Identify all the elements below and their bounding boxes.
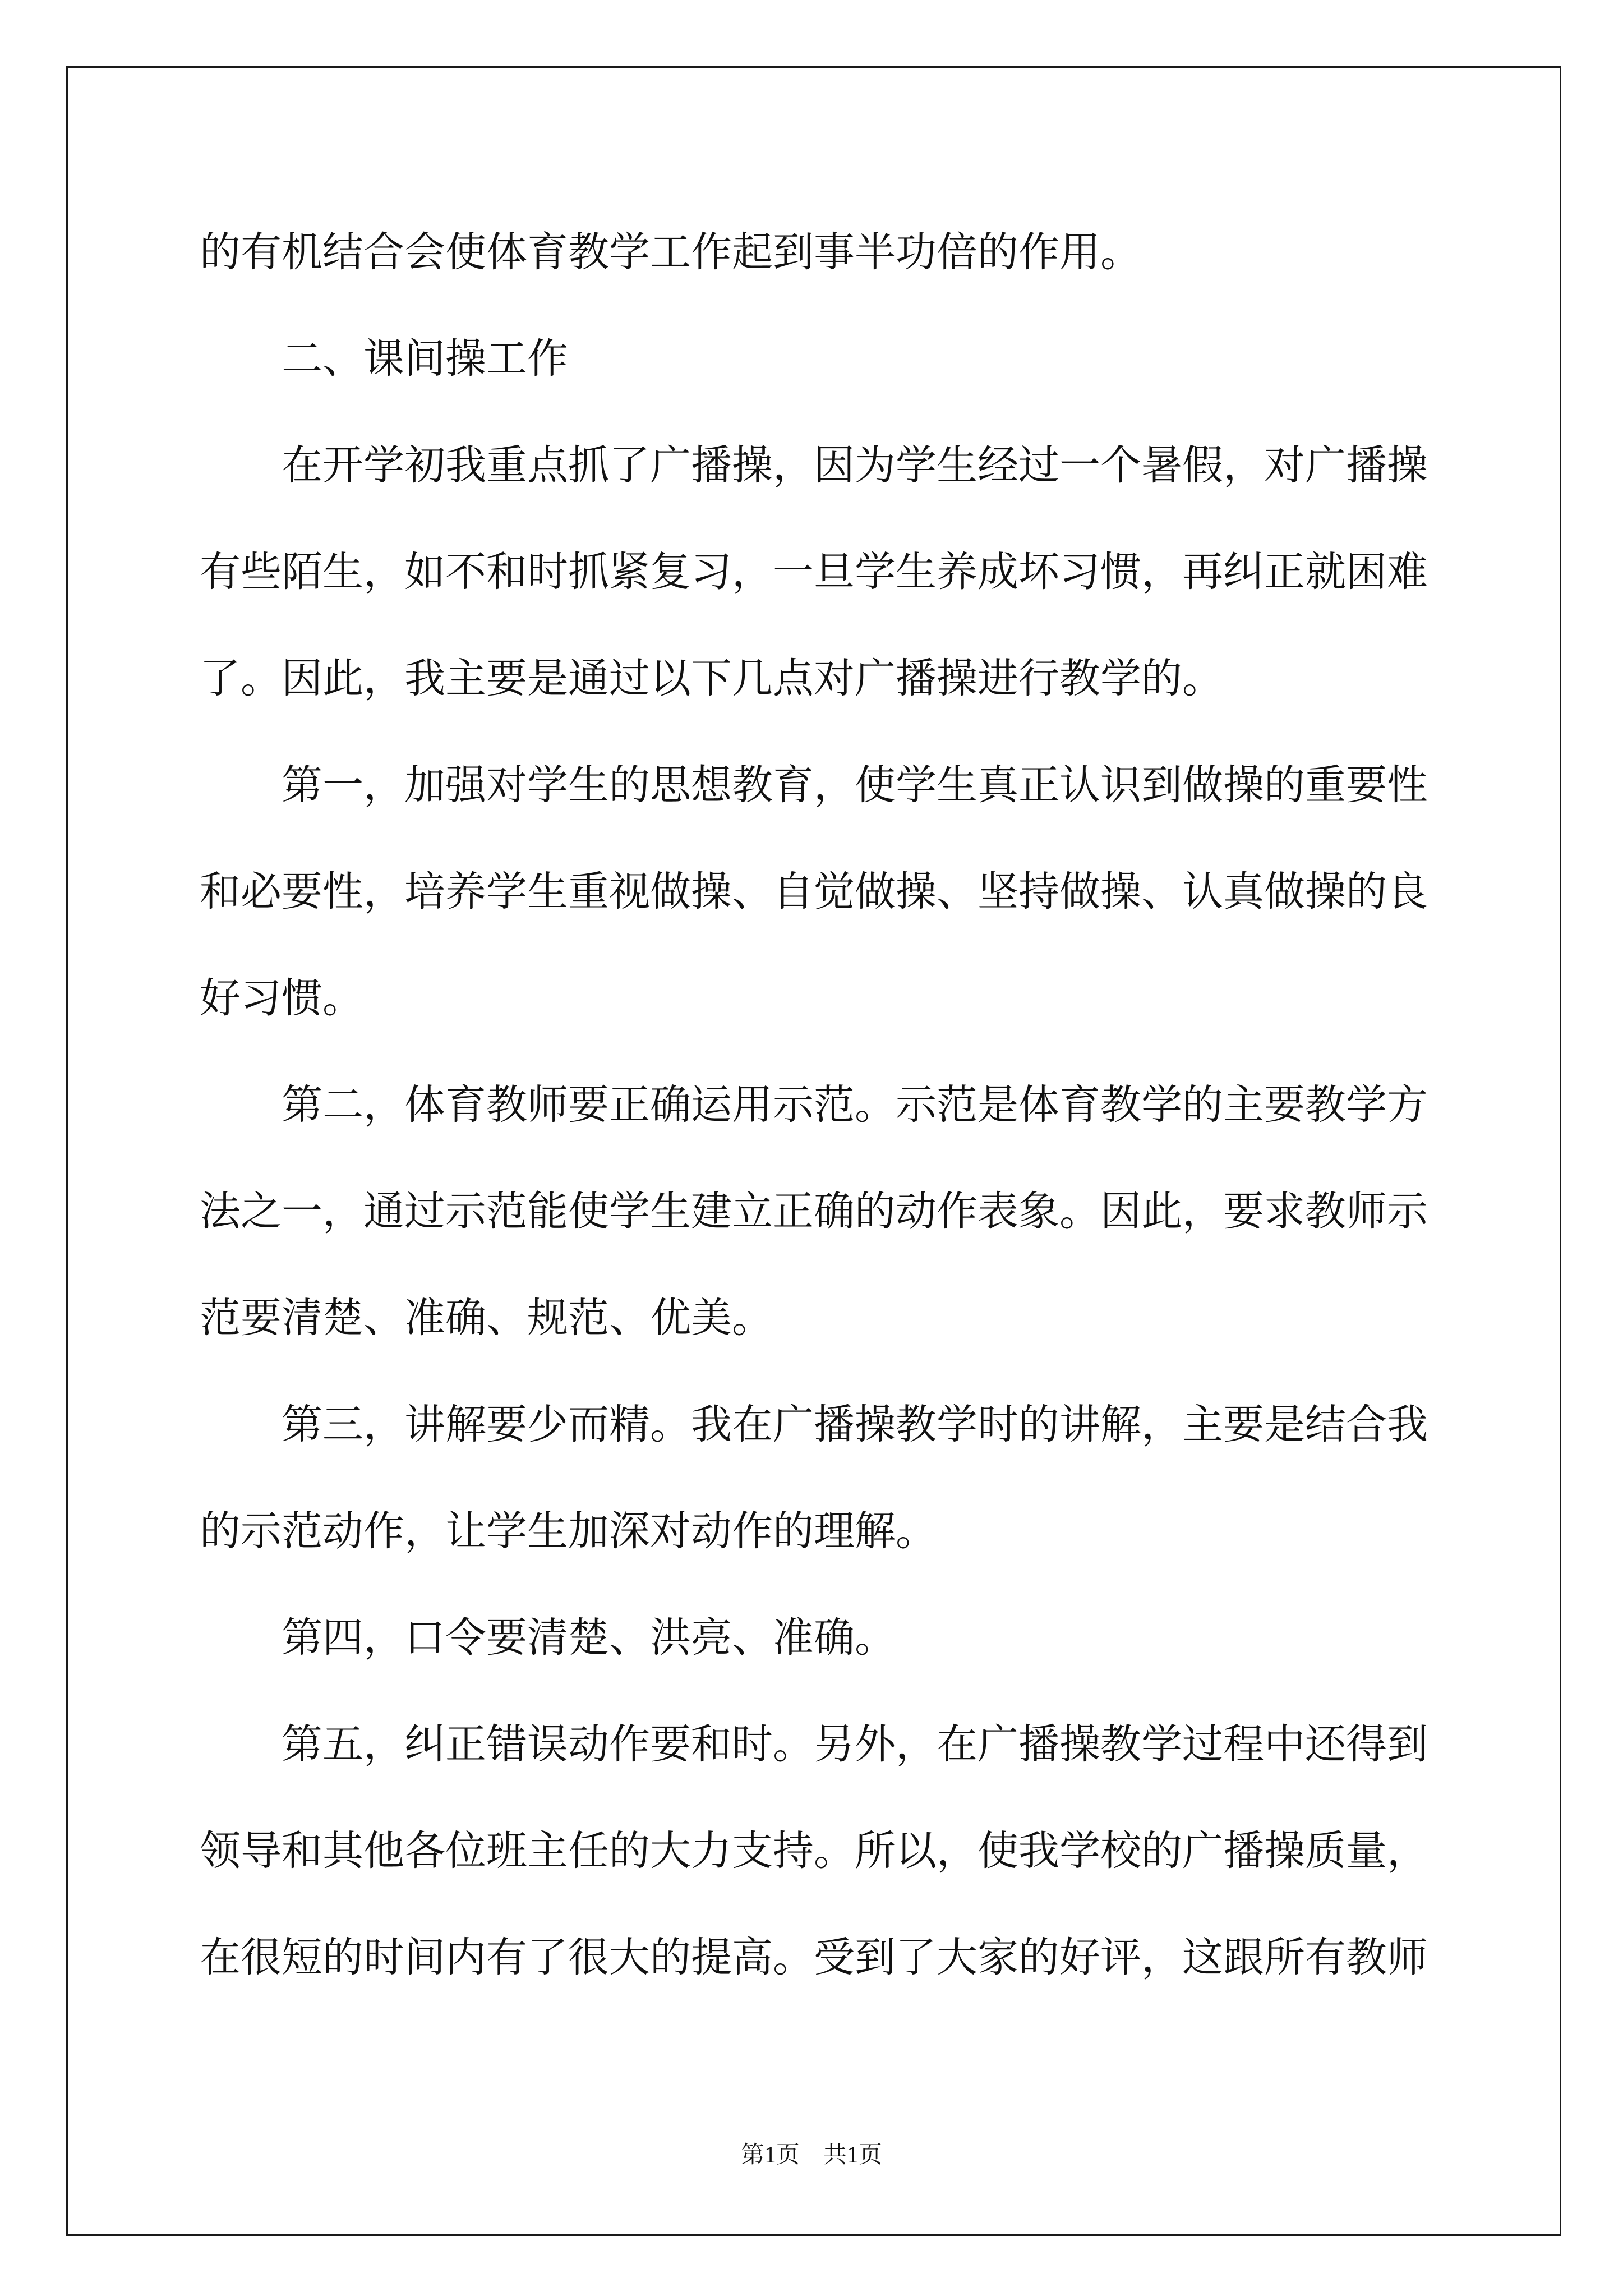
- page-number-footer: 第1页 共1页: [740, 2142, 882, 2168]
- paragraph: [200, 1052, 1467, 1372]
- text-line: 范要清楚、准确、规范、优美。: [200, 1294, 773, 1342]
- text-line: 了。因此，我主要是通过以下几点对广播操进行教学的。: [200, 655, 1223, 702]
- text-line: 第二，体育教师要正确运用示范。示范是体育教学的主要教学方: [282, 1081, 1428, 1129]
- section-heading: [200, 306, 1467, 412]
- text-line: 好习惯。: [200, 974, 363, 1022]
- paragraph: [200, 412, 1467, 732]
- text-line: 有些陌生，如不和时抓紧复习，一旦学生养成坏习惯，再纠正就困难: [200, 548, 1428, 596]
- paragraph: [200, 1691, 1467, 2011]
- paragraph: [200, 1372, 1467, 1585]
- text-line: 第四，口令要清楚、洪亮、准确。: [282, 1614, 896, 1662]
- text-line: 在开学初我重点抓了广播操，因为学生经过一个暑假，对广播操: [282, 441, 1428, 489]
- text-line: 第一，加强对学生的思想教育，使学生真正认识到做操的重要性: [282, 761, 1428, 809]
- text-line: 的示范动作，让学生加深对动作的理解。: [200, 1507, 937, 1555]
- paragraph: [200, 1585, 1467, 1691]
- text-line: 二、课间操工作: [282, 335, 568, 383]
- text-line: 第三，讲解要少而精。我在广播操教学时的讲解，主要是结合我: [282, 1401, 1428, 1448]
- paragraph: [200, 732, 1467, 1052]
- text-line: 第五，纠正错误动作要和时。另外，在广播操教学过程中还得到: [282, 1720, 1428, 1768]
- text-line: 领导和其他各位班主任的大力支持。所以，使我学校的广播操质量，: [200, 1827, 1428, 1875]
- document-body: [200, 199, 1467, 2011]
- text-line: 的有机结合会使体育教学工作起到事半功倍的作用。: [200, 228, 1141, 276]
- paragraph: [200, 199, 1467, 306]
- text-line: 法之一，通过示范能使学生建立正确的动作表象。因此，要求教师示: [200, 1188, 1428, 1235]
- text-line: 在很短的时间内有了很大的提高。受到了大家的好评，这跟所有教师: [200, 1934, 1428, 1981]
- text-line: 和必要性，培养学生重视做操、自觉做操、坚持做操、认真做操的良: [200, 868, 1428, 915]
